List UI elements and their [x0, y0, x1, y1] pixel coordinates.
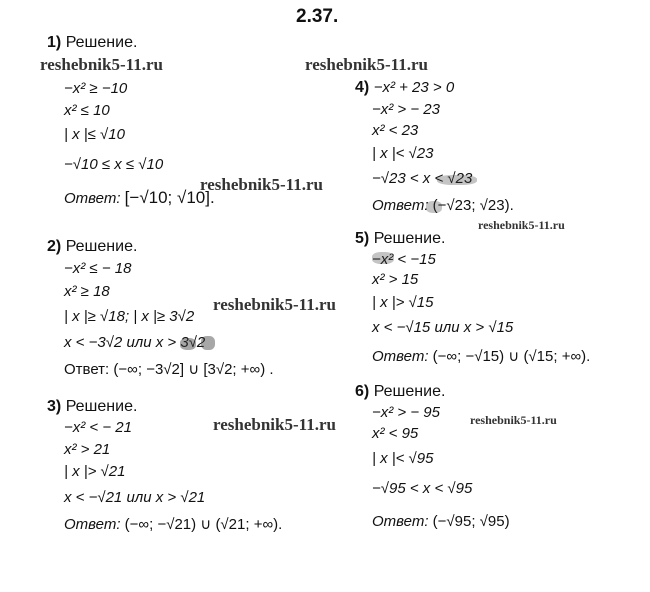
problem-1-heading: [47, 34, 137, 52]
problem-1-number: 1): [47, 34, 62, 51]
answer-label: Ответ:: [64, 190, 121, 207]
page-title: 2.37.: [296, 6, 339, 27]
problem-2-line-1: −x² ≤ − 18: [64, 260, 132, 277]
problem-5-line-1: −x² < −15: [372, 251, 436, 268]
watermark: reshebnik5-11.ru: [305, 55, 428, 74]
problem-2-line-2: x² ≥ 18: [64, 283, 110, 300]
problem-1-line-2: x² ≤ 10: [64, 102, 110, 119]
problem-5-number: 5): [355, 230, 370, 247]
problem-5-label: Решение.: [373, 230, 446, 247]
watermark: reshebnik5-11.ru: [213, 415, 336, 434]
problem-6-heading: [355, 383, 445, 401]
problem-6-line-3: | x |< √95: [372, 450, 434, 467]
answer-value: (−∞; −√15) ∪ (√15; +∞).: [432, 348, 591, 365]
problem-2-heading: [47, 238, 137, 256]
problem-2-label: Решение.: [65, 238, 138, 255]
problem-4-line-2: −x² > − 23: [372, 101, 440, 118]
answer-value: (−√95; √95): [432, 513, 510, 530]
problem-6-line-1: −x² > − 95: [372, 404, 440, 421]
problem-5-line-2: x² > 15: [372, 271, 419, 288]
watermark: reshebnik5-11.ru: [200, 175, 323, 194]
problem-5-answer: [372, 347, 590, 365]
problem-5-line-3: | x |> √15: [372, 294, 434, 311]
problem-4-answer: [372, 197, 514, 214]
problem-3-heading: [47, 398, 137, 416]
answer-value: (−√23; √23).: [432, 197, 514, 214]
problem-3-line-3: | x |> √21: [64, 463, 126, 480]
problem-3-answer: [64, 515, 282, 533]
problem-3-line-2: x² > 21: [64, 441, 111, 458]
answer-label: Ответ:: [372, 513, 429, 530]
problem-1-line-3: | x |≤ √10: [64, 126, 125, 143]
problem-6-label: Решение.: [373, 383, 446, 400]
watermark: reshebnik5-11.ru: [213, 295, 336, 314]
pen-scribble: [201, 336, 215, 350]
problem-3-label: Решение.: [65, 398, 138, 415]
problem-2-line-3: | x |≥ √18; | x |≥ 3√2: [64, 308, 195, 325]
problem-5-line-4: x < −√15 или x > √15: [372, 319, 514, 336]
pen-scribble: [180, 338, 196, 350]
watermark: reshebnik5-11.ru: [40, 55, 163, 74]
problem-6-line-4: −√95 < x < √95: [372, 480, 473, 497]
answer-label: Ответ:: [64, 516, 121, 533]
answer-label: Ответ:: [64, 361, 110, 378]
problem-6-line-2: x² < 95: [372, 425, 419, 442]
watermark: reshebnik5-11.ru: [470, 413, 557, 427]
problem-1-label: Решение.: [65, 34, 138, 51]
pen-scribble: [426, 201, 442, 213]
watermark: reshebnik5-11.ru: [478, 218, 565, 232]
problem-1-line-1: −x² ≥ −10: [64, 80, 128, 97]
problem-2-answer: [64, 360, 274, 378]
problem-5-heading: [355, 230, 445, 248]
problem-6-answer: [372, 513, 510, 530]
problem-3-line-1: −x² < − 21: [64, 419, 132, 436]
answer-label: Ответ:: [372, 348, 429, 365]
problem-4-number: 4): [355, 79, 370, 96]
problem-3-line-4: x < −√21 или x > √21: [64, 489, 206, 506]
problem-4-line-1: −x² + 23 > 0: [373, 79, 455, 96]
problem-1-line-4: −√10 ≤ x ≤ √10: [64, 156, 164, 173]
answer-value: (−∞; −3√2] ∪ [3√2; +∞) .: [113, 361, 274, 378]
pen-scribble: [437, 175, 477, 185]
problem-4-line-5: −√23 < x < √23: [372, 170, 473, 187]
problem-2-line-4: x < −3√2 или x > 3√2: [64, 334, 206, 351]
problem-3-number: 3): [47, 398, 62, 415]
problem-2-number: 2): [47, 238, 62, 255]
problem-4-line-4: | x |< √23: [372, 145, 434, 162]
answer-value: [−√10; √10].: [124, 188, 215, 207]
pen-scribble: [372, 252, 394, 264]
answer-value: (−∞; −√21) ∪ (√21; +∞).: [124, 516, 283, 533]
problem-1-answer: [64, 188, 215, 208]
answer-label: Ответ:: [372, 197, 429, 214]
problem-4-line-3: x² < 23: [372, 122, 419, 139]
problem-6-number: 6): [355, 383, 370, 400]
problem-4-heading: [355, 79, 454, 97]
